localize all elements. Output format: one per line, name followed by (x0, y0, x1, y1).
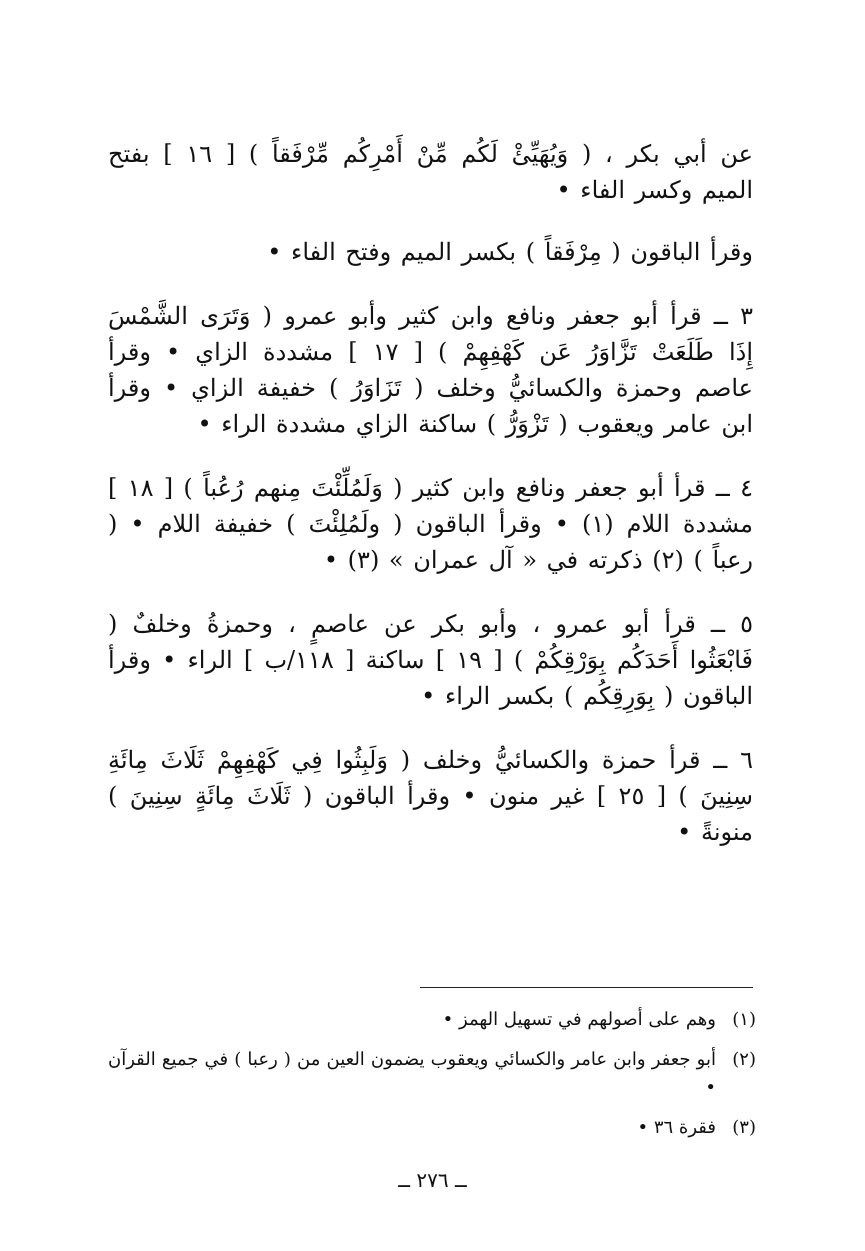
paragraph-6: ٦ ــ قرأ حمزة والكسائيُّ وخلف ( وَلَبِثُوا فِي كَهْفِهِمْ ثَلَاثَ مِائَةِ سِنِينَ ) [ ٢٥ ] غير منون • وقرأ الباقون ( ثَلَاثَ مِائَةٍ سِنِينَ ) منونةً • (108, 746, 753, 846)
footnotes (108, 1006, 756, 1154)
footnote-3 (108, 1114, 756, 1142)
footnote-text: وهم على أصولهم في تسهيل الهمز • (442, 1009, 716, 1030)
paragraph-3: ٣ ــ قرأ أبو جعفر ونافع وابن كثير وأبو عمرو ( وَتَرَى الشَّمْسَ إِذَا طَلَعَتْ تَزَّاوَرُ عَن كَهْفِهِمْ ) [ ١٧ ] مشددة الزاي • وقرأ عاصم وحمزة والكسائيُّ وخلف ( تَزَاوَرُ ) خفيفة الزاي • وقرأ ابن عامر ويعقوب ( تَزْوَرُّ ) ساكنة الزاي مشددة الراء • (108, 302, 754, 438)
footnote-text: أبو جعفر وابن عامر والكسائي ويعقوب يضمون العين من ( رعبا ) في جميع القرآن • (108, 1049, 716, 1098)
main-text (108, 136, 753, 878)
page-number: ــ ٢٧٦ ــ (398, 1168, 467, 1192)
footnote-number: (٢) (732, 1049, 756, 1070)
footnote-divider (420, 987, 753, 988)
paragraph-4: ٤ ــ قرأ أبو جعفر ونافع وابن كثير ( وَلَمُلِّئْتَ مِنهم رُعُباً ) [ ١٨ ] مشددة اللام (١) • وقرأ الباقون ( ولَمُلِئْتَ ) خفيفة اللام • ( رعباً ) (٢) ذكرته في « آل عمران » (٣) • (108, 474, 753, 574)
footnote-number: (١) (732, 1009, 756, 1030)
paragraph-5: ٥ ــ قرأ أبو عمرو ، وأبو بكر عن عاصمٍ ، وحمزةُ وخلفٌ ( فَابْعَثُوا أَحَدَكُم بِوَرْقِكُمْ ) [ ١٩ ] ساكنة [ ١١٨/ب ] الراء • وقرأ الباقون ( بِوَرِقِكُم ) بكسر الراء • (108, 610, 753, 710)
footnote-number: (٣) (732, 1117, 756, 1138)
paragraph-2: وقرأ الباقون ( مِرْفَقاً ) بكسر الميم وفتح الفاء • (267, 238, 753, 266)
footnote-1 (108, 1006, 756, 1034)
footnote-text: فقرة ٣٦ • (637, 1117, 716, 1138)
paragraph-1: عن أبي بكر ، ( وَيُهَيِّئْ لَكُم مِّنْ أَمْرِكُم مِّرْفَقاً ) [ ١٦ ] بفتح الميم وكسر الفاء • (108, 140, 753, 204)
footnote-2 (108, 1046, 756, 1102)
